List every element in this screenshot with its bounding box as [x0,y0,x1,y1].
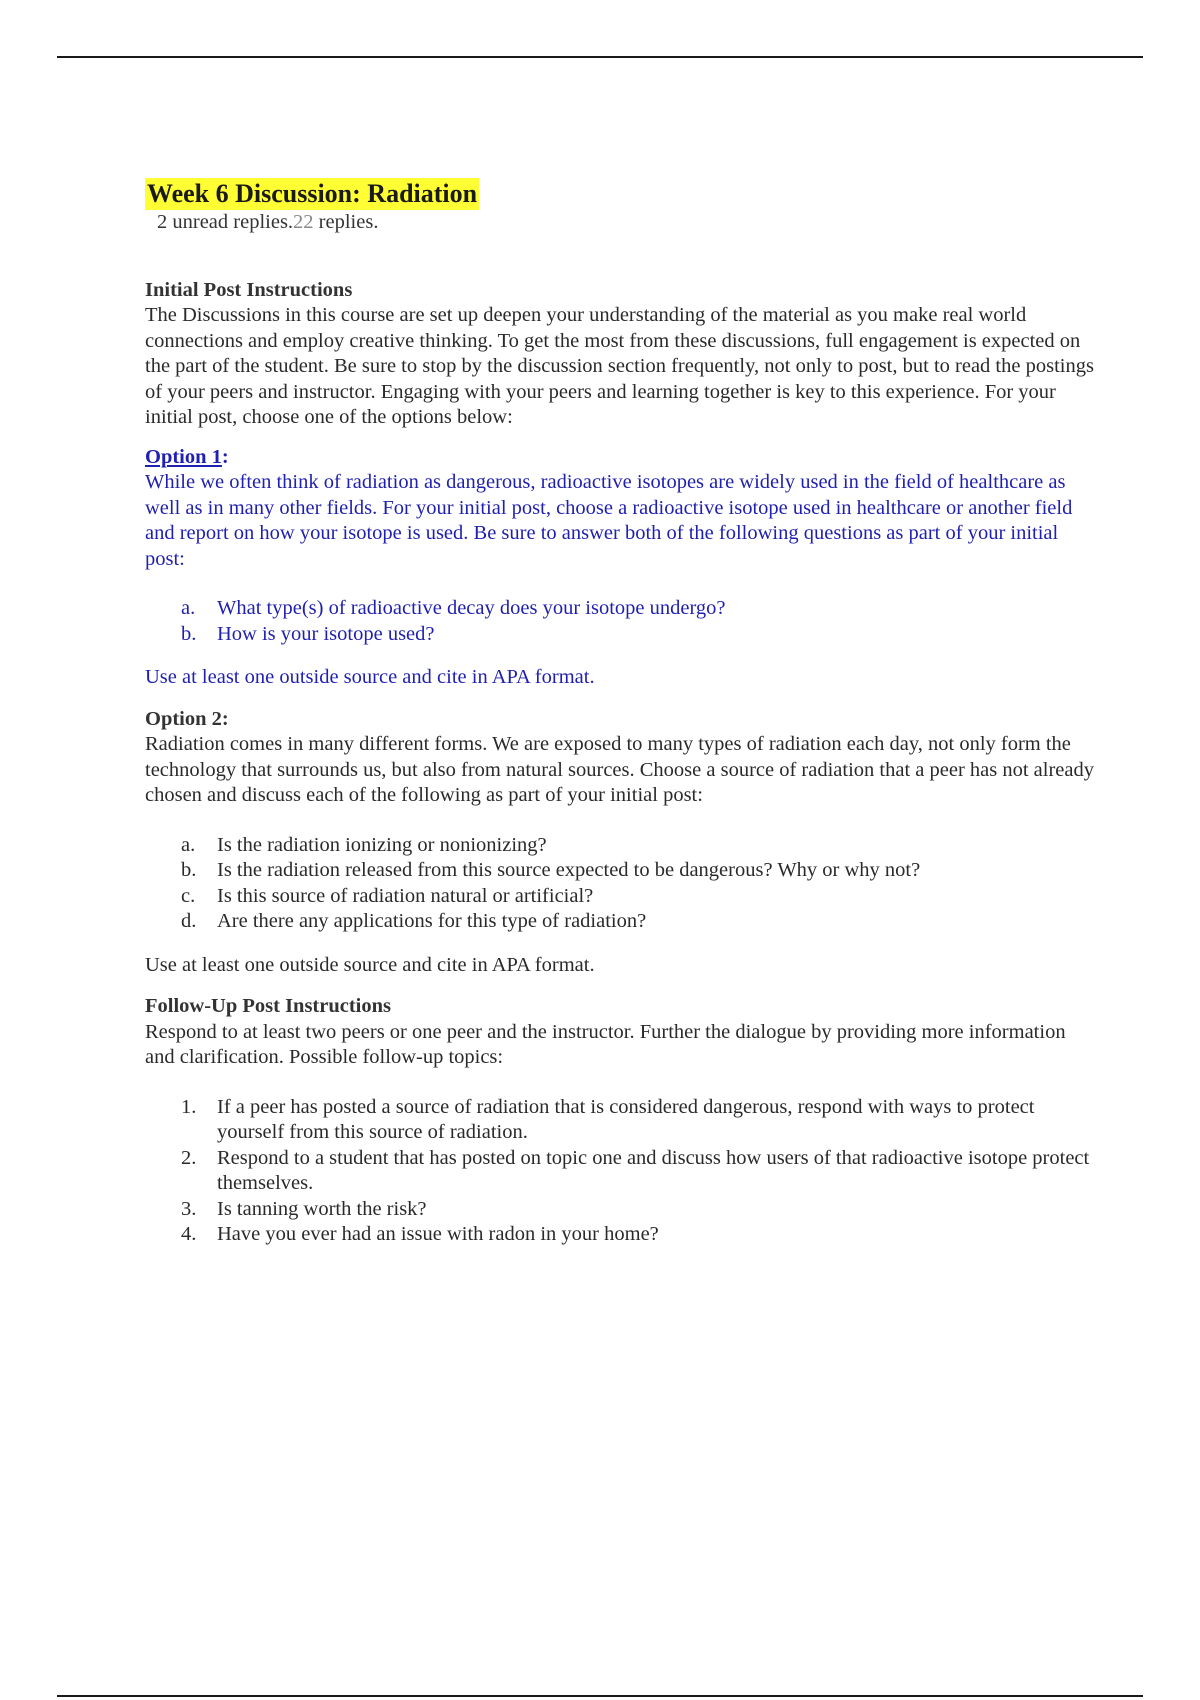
list-marker: c. [181,884,196,907]
list-item [145,1197,1095,1223]
option1-body: While we often think of radiation as dangerous, radioactive isotopes are widely used in the field of healthcare as well as in many other fields. For your initial post, choose a radioactive isotope used in healthcare or another field and report on how your isotope is used. Be sure to answer both of the following questions as part of your initial post: [145,471,1073,570]
option2-apa-note: Use at least one outside source and cite in APA format. [145,953,595,976]
followup-body: Respond to at least two peers or one peer and the instructor. Further the dialogue by providing more information and clarification. Possible follow-up topics: [145,1020,1066,1068]
option2-questions [145,833,1095,935]
initial-post-heading: Initial Post Instructions [145,278,353,301]
list-item [145,1146,1095,1197]
page-title: Week 6 Discussion: Radiation [147,179,478,208]
option2-body: Radiation comes in many different forms. We are exposed to many types of radiation each day, not only form the technology that surrounds us, but also from natural sources. Choose a source of radiation that a peer has not already chosen and discuss each of the following as part of your initial post: [145,733,1094,806]
initial-post-body: The Discussions in this course are set up deepen your understanding of the material as you make real world connections and employ creative thinking. To get the most from these discussions, full engagement is expected on the part of the student. Be sure to stop by the discussion section frequently, not only to post, but to read the postings of your peers and instructor. Engaging with your peers and learning together is key to this experience. For your initial post, choose one of the options below: [145,304,1094,428]
list-item [145,596,1095,622]
list-marker: 3. [181,1197,197,1220]
list-marker: 1. [181,1095,197,1118]
replies-number: 22 [293,211,314,233]
option2-heading: Option 2: [145,707,229,730]
list-item [145,1095,1095,1146]
top-rule [57,56,1143,58]
list-item-text: Is the radiation ionizing or nonionizing? [217,833,547,856]
unread-replies: 2 unread replies. [157,211,294,233]
list-item-text: Have you ever had an issue with radon in your home? [217,1223,659,1245]
list-item-text: How is your isotope used? [217,622,435,645]
list-item [145,1222,1095,1248]
list-item [145,909,1095,935]
list-item-text: If a peer has posted a source of radiation that is considered dangerous, respond with ways to protect yourself from this source of radiation. [217,1095,1035,1143]
option1-questions [145,596,1095,647]
replies-suffix: replies. [313,211,379,233]
option1-colon: : [221,445,229,468]
list-item [145,833,1095,859]
list-item [145,858,1095,884]
list-item-text: Is this source of radiation natural or artificial? [217,884,594,907]
option1-heading [145,445,1095,471]
list-marker: b. [181,622,197,645]
list-item [145,884,1095,910]
list-marker: b. [181,859,197,881]
list-item-text: Is tanning worth the risk? [217,1197,427,1220]
option1-link[interactable]: Option 1 [145,445,222,468]
list-marker: d. [181,910,197,932]
bottom-rule [57,1695,1143,1697]
list-marker: 2. [181,1146,197,1169]
option1-apa-note: Use at least one outside source and cite in APA format. [145,666,595,688]
list-marker: 4. [181,1223,197,1245]
list-item-text: Is the radiation released from this source expected to be dangerous? Why or why not? [217,859,921,881]
followup-heading: Follow-Up Post Instructions [145,995,392,1017]
followup-topics [145,1095,1095,1248]
list-item [145,622,1095,648]
list-marker: a. [181,833,196,856]
reply-count [157,210,1095,236]
list-item-text: Are there any applications for this type of radiation? [217,910,647,932]
list-marker: a. [181,597,196,619]
list-item-text: What type(s) of radioactive decay does your isotope undergo? [217,597,726,619]
list-item-text: Respond to a student that has posted on topic one and discuss how users of that radioactive isotope protect themselves. [217,1146,1090,1194]
document-content [145,178,1095,1248]
